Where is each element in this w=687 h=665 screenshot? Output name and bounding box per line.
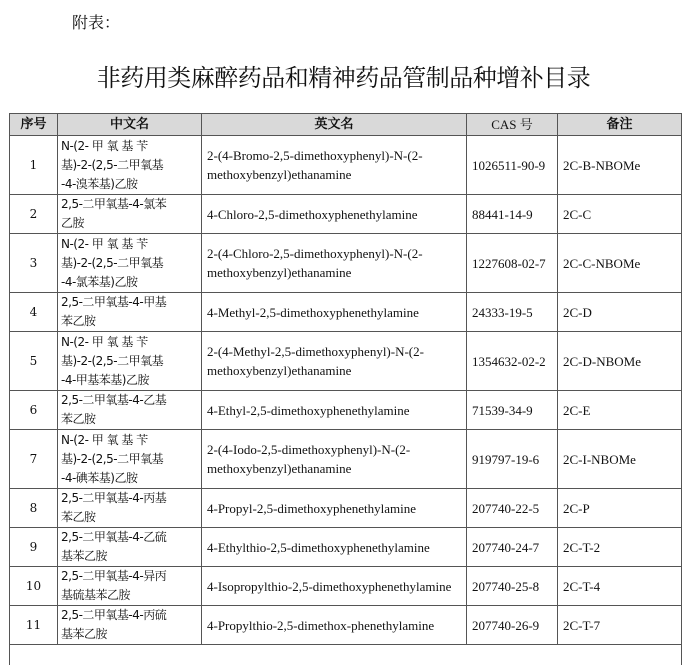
table-row: [10, 606, 682, 645]
header-chinese-name: 中文名: [58, 114, 202, 136]
controlled-substances-table: [9, 113, 682, 665]
cell-no: 1: [10, 136, 58, 195]
table-header: [10, 114, 682, 136]
table-row: [10, 234, 682, 293]
table-row: [10, 528, 682, 567]
header-no: 序号: [10, 114, 58, 136]
cell-cas: 1354632-02-2: [467, 332, 558, 391]
cell-note: 2C-E: [558, 391, 682, 430]
cell-english-name: 2-(4-Chloro-2,5-dimethoxyphenyl)-N-(2-methoxybenzyl)ethanamine: [202, 234, 467, 293]
table-row: [10, 430, 682, 489]
table-row: [10, 567, 682, 606]
cell-english-name: 4-Isopropylthio-2,5-dimethoxyphenethylamine: [202, 567, 467, 606]
cell-no: 8: [10, 489, 58, 528]
cell-no: 4: [10, 293, 58, 332]
cell-english-name: 2-(4-Iodo-2,5-dimethoxyphenyl)-N-(2-methoxybenzyl)ethanamine: [202, 430, 467, 489]
cell-chinese-name: 2,5-二甲氧基-4-乙基 苯乙胺: [58, 391, 202, 430]
cell-no: 2: [10, 195, 58, 234]
cell-cas: 207740-22-5: [467, 489, 558, 528]
cell-chinese-name: 2,5-二甲氧基-4-乙硫 基苯乙胺: [58, 528, 202, 567]
cell-chinese-name: 2,5-二甲氧基-4-氯苯 乙胺: [58, 195, 202, 234]
cell-note: 2C-D-NBOMe: [558, 332, 682, 391]
cell-chinese-name: 2,5-二甲氧基-4-丙硫 基苯乙胺: [58, 606, 202, 645]
table-row: [10, 489, 682, 528]
table-row: [10, 332, 682, 391]
cell-note: 2C-T-2: [558, 528, 682, 567]
cell-english-name: 2-(4-Bromo-2,5-dimethoxyphenyl)-N-(2-methoxybenzyl)ethanamine: [202, 136, 467, 195]
cell-chinese-name: N-(2- 甲 氧 基 苄 基)-2-(2,5-二甲氧基 -4-溴苯基)乙胺: [58, 136, 202, 195]
header-note: 备注: [558, 114, 682, 136]
cell-cas: 1227608-02-7: [467, 234, 558, 293]
cell-no: 10: [10, 567, 58, 606]
cell-cas: 207740-25-8: [467, 567, 558, 606]
cell-note: 2C-T-7: [558, 606, 682, 645]
cell-english-name: 2-(4-Methyl-2,5-dimethoxyphenyl)-N-(2-methoxybenzyl)ethanamine: [202, 332, 467, 391]
table-row: [10, 391, 682, 430]
cell-note: 2C-I-NBOMe: [558, 430, 682, 489]
cell-note: 2C-D: [558, 293, 682, 332]
cell-cas: 24333-19-5: [467, 293, 558, 332]
cell-chinese-name: 2,5-二甲氧基-4-异丙 基硫基苯乙胺: [58, 567, 202, 606]
table-row: [10, 136, 682, 195]
cell-cas: 1026511-90-9: [467, 136, 558, 195]
cell-english-name: 4-Propylthio-2,5-dimethox-phenethylamine: [202, 606, 467, 645]
cell-english-name: 4-Propyl-2,5-dimethoxyphenethylamine: [202, 489, 467, 528]
cell-cas: 207740-26-9: [467, 606, 558, 645]
cell-no: 5: [10, 332, 58, 391]
cell-no: 3: [10, 234, 58, 293]
annex-label: 附表：: [72, 13, 121, 32]
header-english-name: 英文名: [202, 114, 467, 136]
cell-no: 6: [10, 391, 58, 430]
cell-note: 2C-B-NBOMe: [558, 136, 682, 195]
table-row: [10, 195, 682, 234]
cell-english-name: 4-Chloro-2,5-dimethoxyphenethylamine: [202, 195, 467, 234]
cell-cas: 71539-34-9: [467, 391, 558, 430]
cell-note: 2C-P: [558, 489, 682, 528]
cell-english-name: 4-Ethyl-2,5-dimethoxyphenethylamine: [202, 391, 467, 430]
cell-english-name: 4-Ethylthio-2,5-dimethoxyphenethylamine: [202, 528, 467, 567]
cell-note: 2C-C-NBOMe: [558, 234, 682, 293]
document-title: 非药用类麻醉药品和精神药品管制品种增补目录: [96, 64, 591, 92]
cell-note: 2C-C: [558, 195, 682, 234]
cell-no: 7: [10, 430, 58, 489]
cell-chinese-name: N-(2- 甲 氧 基 苄 基)-2-(2,5-二甲氧基 -4-碘苯基)乙胺: [58, 430, 202, 489]
cell-chinese-name: N-(2- 甲 氧 基 苄 基)-2-(2,5-二甲氧基 -4-氯苯基)乙胺: [58, 234, 202, 293]
cell-note: 2C-T-4: [558, 567, 682, 606]
cell-chinese-name: N-(2- 甲 氧 基 苄 基)-2-(2,5-二甲氧基 -4-甲基苯基)乙胺: [58, 332, 202, 391]
cell-no: 9: [10, 528, 58, 567]
cell-chinese-name: 2,5-二甲氧基-4-丙基 苯乙胺: [58, 489, 202, 528]
cell-cas: 919797-19-6: [467, 430, 558, 489]
table-row: [10, 293, 682, 332]
cell-english-name: 4-Methyl-2,5-dimethoxyphenethylamine: [202, 293, 467, 332]
header-cas: CAS 号: [467, 114, 558, 136]
cell-cas: 207740-24-7: [467, 528, 558, 567]
cell-chinese-name: 2,5-二甲氧基-4-甲基 苯乙胺: [58, 293, 202, 332]
cell-cas: 88441-14-9: [467, 195, 558, 234]
cell-no: 11: [10, 606, 58, 645]
